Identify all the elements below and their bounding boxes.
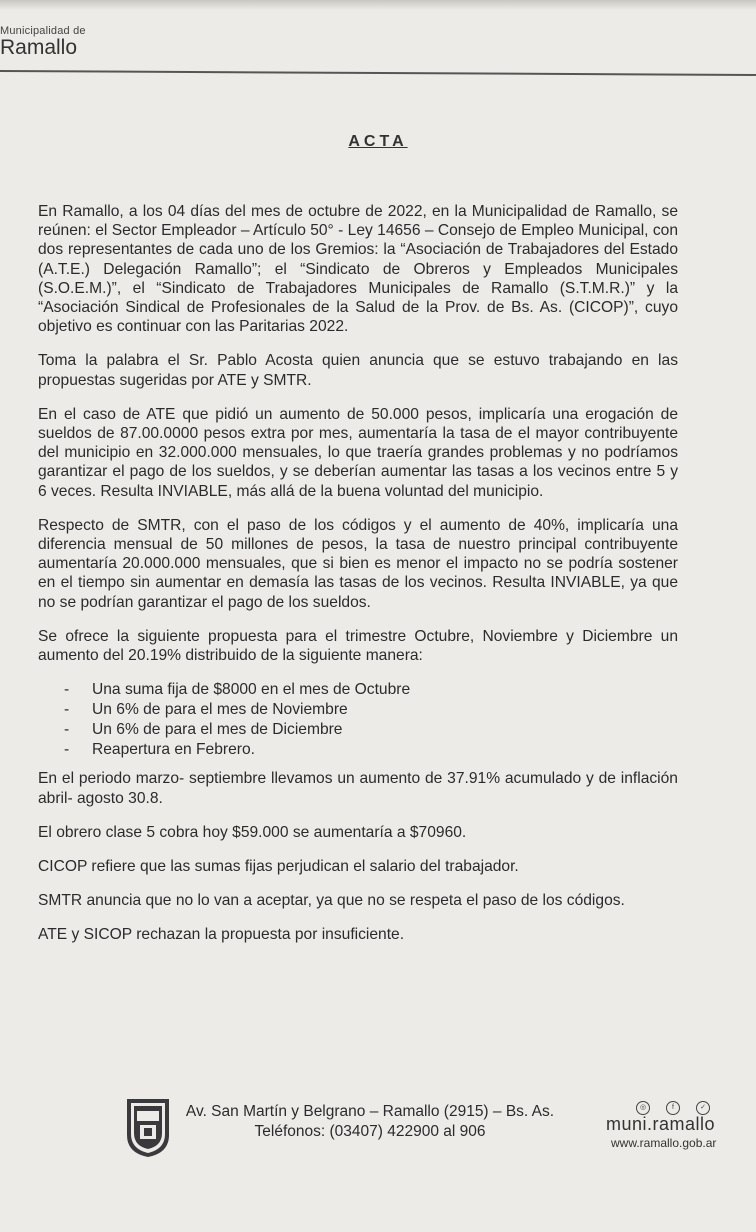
page-top-shadow [0,0,756,10]
paragraph-acosta: Toma la palabra el Sr. Pablo Acosta quien anuncia que se estuvo trabajando en las propuestas sugeridas por ATE y SMTR. [38,352,678,389]
list-item-text: Una suma fija de $8000 en el mes de Octubre [92,681,411,699]
footer-address: Av. San Martín y Belgrano – Ramallo (2915) – Bs. As. [185,1103,555,1120]
footer-address-block [160,1102,580,1142]
paragraph-ate: En el caso de ATE que pidió un aumento de 50.000 pesos, implicaría una erogación de sueldos de 87.00.0000 pesos extra por mes, aumentaría la tasa de el mayor contribuyente del municipio en 32.000.000 mensuales, lo que traería grandes problemas y no podríamos garantizar el pago de los sueldos, y se deberían aumentar las tasas a los vecinos entre 5 y 6 veces. Resulta INVIABLE, más allá de la buena voluntad del municipio. [38,405,678,500]
paragraph-cicop: CICOP refiere que las sumas fijas perjudican el salario del trabajador. [38,858,519,876]
list-item-text: Reapertura en Febrero. [92,740,255,758]
list-item [64,740,678,760]
header-brand [0,25,86,60]
paragraph-smtr: Respecto de SMTR, con el paso de los códigos y el aumento de 40%, implicaría una diferencia mensual de 50 millones de pesos, la tasa de nuestro principal contribuyente aumentaría 20.000.000 mensuales, que si bien es menor el impacto no se podría sostener en el tiempo sin aumentar en demasía las tasas de los vecinos. Resulta INVIABLE, ya que no se podrían garantizar el pago de los sueldos. [38,516,678,611]
instagram-icon: ◎ [636,1101,650,1115]
list-dash: - [64,681,70,699]
list-item [64,680,678,700]
list-dash: - [64,740,70,758]
footer-brand: muni.ramallo [606,1114,716,1134]
paragraph-smtr-reply: SMTR anuncia que no lo van a aceptar, ya que no se respeta el paso de los códigos. [38,892,625,910]
footer-social-icons [636,1101,710,1115]
document-body [38,202,678,960]
list-dash: - [64,720,70,738]
facebook-icon: f [666,1101,680,1115]
footer-phones: Teléfonos: (03407) 422900 al 906 [254,1123,486,1140]
list-item-text: Un 6% de para el mes de Diciembre [92,720,343,738]
twitter-icon: ✓ [696,1101,710,1115]
footer-url: www.ramallo.gob.ar [611,1136,717,1150]
paragraph-clase5: El obrero clase 5 cobra hoy $59.000 se aumentaría a $70960. [38,823,467,841]
paragraph-intro: En Ramallo, a los 04 días del mes de octubre de 2022, en la Municipalidad de Ramallo, se reúnen: el Sector Empleador – Artículo 50° - Ley 14656 – Consejo de Empleo Municipal, con dos representantes de cada uno de los Gremios: la “Asociación de Trabajadores del Estado (A.T.E.) Delegación Ramallo”; el “Sindicato de Obreros y Empleados Municipales (S.O.E.M.)”, el “Sindicato de Trabajadores Municipales de Ramallo (S.T.M.R.)” y la “Asociación Sindical de Profesionales de la Salud de la Prov. de Bs. As. (CICOP)”, cuyo objetivo es continuar con las Paritarias 2022. [38,203,678,336]
list-item [64,720,678,740]
paragraph-proposal: Se ofrece la siguiente propuesta para el trimestre Octubre, Noviembre y Diciembre un aumento del 20.19% distribuido de la siguiente manera: [38,627,678,665]
paragraph-rejection: ATE y SICOP rechazan la propuesta por insuficiente. [38,926,405,944]
paragraph-period: En el periodo marzo- septiembre llevamos un aumento de 37.91% acumulado y de inflación abril- agosto 30.8. [38,770,678,807]
header-divider [0,70,756,76]
proposal-list [64,680,678,759]
list-item [64,700,678,720]
brand-small-text: Municipalidad de [0,25,86,37]
brand-name: Ramallo [0,36,78,59]
list-item-text: Un 6% de para el mes de Noviembre [92,701,348,719]
list-dash: - [64,701,70,719]
document-title: ACTA [348,133,408,150]
